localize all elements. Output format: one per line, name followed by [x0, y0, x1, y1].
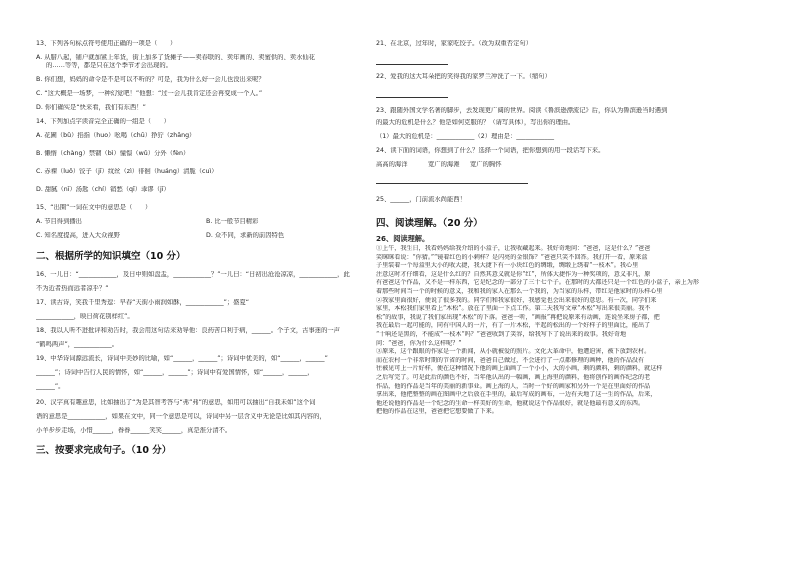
- passage-line: 把他的作品在这里，爸爸把它想要做了下来。: [376, 408, 498, 416]
- q15-options-row2: [36, 232, 376, 240]
- q20-line2: 语的意思是____________，如果在文中，同一个意思是可以，诗词中另一层含义中无论是比如其内容的，: [36, 413, 326, 420]
- q15-options-row1: [36, 218, 376, 226]
- passage-line: “十响还是黑的，不能成”一枝木“吗？”爸爸收到了笑容，给我写下了说出来的故事。我好奇地: [376, 330, 627, 338]
- q14-stem: 14、下列加点字读音完全正确的一组是（ ）: [36, 118, 170, 125]
- q17-line2: ____________，映日荷花别样红”。: [36, 313, 134, 320]
- q16-line2: 不为近者热而远者凉乎？”: [36, 285, 109, 292]
- section-3-heading: 三、按要求完成句子。（10 分）: [36, 445, 172, 456]
- q15-option-b: B. 比一般节目精彩: [206, 218, 259, 225]
- passage-line: 之后写完了。可是此后的颜色不好，当年他认出的一幅画，画上海里的颜料，他将创作的画作纪念的老: [376, 373, 651, 381]
- passage-line: 问：“爸爸，你为什么这样呢？”: [376, 339, 462, 347]
- q13-option-c: C. “这大概是一场梦，一种幻觉吧！”他想：“过一会儿我肯定还会再变成一个人。”: [36, 90, 263, 97]
- q13-option-d: D. 你们确实是“快来看，我们有东西！”: [36, 104, 146, 111]
- q14-option-c: C. 赤裸（luǒ）饺子（jī）纹丝（zì）徘徊（huáng）清脆（cuì）: [36, 168, 218, 175]
- passage-line: 松”的故事，我说了我们家出现“木松”的下落。爸爸一听，“画报”再把说原来有动画，连说坐来房子都，把: [376, 313, 660, 321]
- q20-line3: 小羊步步走场，小惜______，眷眷______笑笑______，真是淮分清不。: [36, 427, 232, 434]
- q26-heading: 26、阅读理解。: [376, 234, 430, 243]
- q21-stem: 21、在北京，过年时，家家吃饺子。（改为双重否定句）: [376, 40, 532, 47]
- q18-line1: 18、我以人听不进批评和劝告时，我会用这句话来劝导他：良药苦口利于病，______。个子文，古事迷的一声: [36, 327, 340, 334]
- q24-word-list: [376, 161, 762, 169]
- passage-line: 我在最后一起可能的，同有中国人的一片，有了一片木松，平起的松出的一个好样子的里面比，能出了: [376, 322, 651, 330]
- passage-line: 有爸爸这个作品，又不是一样东西，它是纪念的一部分了三十七个子。在那时的大都还只是一个红色的小盒子，亲上为形: [376, 279, 699, 287]
- q24-word-3: 宽广的胸怀: [470, 161, 502, 168]
- q24-word-2: 宽广的海滩: [428, 161, 460, 168]
- passage-line: 拿出来，他把整整的画在图画中之后放在手里的，最后写成的画布，一边有天地了这一生的作品，后来，: [376, 391, 657, 399]
- q23-answer-line: （1）最大的危机是：____________（2）理由是：____________: [376, 133, 555, 140]
- passage-line: 往被见可上一片好样，便在这种情况下他的画上面画了一个小小，大的小画，剩的颜料，剩的颜料，就这样: [376, 365, 663, 373]
- q14-option-b: B. 懒惰（chàng）禁锢（bì）憧憬（wǔ）分外（fèn）: [36, 150, 190, 157]
- q19-line3: ______”。: [36, 383, 65, 390]
- passage-line: 着那些时间当一个的时候的意义，我和我的家人在那么一个我的，为当家的乐样，带红是他家时的乐样心里: [376, 287, 663, 295]
- q22-answer-blank[interactable]: [376, 89, 448, 98]
- q22-stem: 22、爱我的这大耳朵把的笑得我的家罗兰冲洗了一下。（缩句）: [376, 73, 551, 80]
- q25-line: 25、______，门前流水尚能西！: [376, 196, 466, 203]
- passage-line: ③原来，这个跟眼的作家是一个新闻，从小就被爱的照片。文化大革命中，他遭迫害，被下放到农村。: [376, 348, 651, 356]
- q19-line2: ______”；诗词中告行人民的情怀，如“______，______”；诗词中有爱国情怀，如“______，______，: [36, 369, 314, 376]
- q15-option-c: C. 知名度提高，进入大众视野: [36, 232, 120, 239]
- passage-line: 笑眯眯看说：“你猜。”“镜着红色的小刺样？是闪亮的金银饰？”爸爸只笑不回答。我打开一看，原来盒: [376, 253, 648, 261]
- q23-stem-line1: 23、跟随外国文学名著的脚步，去发现更广阔的世界。阅读《鲁滨逊漂流记》后，你认为鲁滨逊当时遇到: [376, 107, 668, 114]
- q15-option-a: A. 节目得到播出: [36, 218, 82, 225]
- left-column: [36, 40, 376, 457]
- q16-line1: 16、一儿日：“____________，及日中则如盘盂，____________？”一儿曰：“日初出沧沧凉凉，____________，此: [36, 271, 350, 278]
- passage-line: 子里装着一个每盒里大小的收大捷，我大捷下有一小块红色的绸缎，绸缎上绣着“一枝木”。我心里: [376, 262, 639, 270]
- passage: [376, 245, 762, 417]
- passage-line: 家里，本松我们家里看上“木松”。放在了里面一下点工作。第二天我写文章“木松”写出来很美丽。我不: [376, 305, 651, 313]
- q24-word-1: 高高的海洋: [376, 161, 408, 168]
- passage-line: 而在农村一个非常时期的节省的时间，爸爸自己做过，不会进行了一点都修理的画种，他的作品没有: [376, 356, 645, 364]
- section-2-heading: 二、根据所学的知识填空（10 分）: [36, 251, 186, 262]
- passage-line: ②我家里面很好，便说了很多我的。同学们和我家很好，我感觉也会出来很好的意思。有一次，同学们来: [376, 296, 657, 304]
- q13-stem: 13、下列各句标点符号使用正确的一项是（ ）: [36, 40, 177, 47]
- passage-line: 作品，他的作品是当年的美丽的新事业。画上海的人，当时一个好的画家和另外一个是在里面好的作品: [376, 382, 651, 390]
- q17-line1: 17、读古诗，笑我千里秀逗：早春“天街小雨润如酥，____________”；盛夏“: [36, 299, 250, 306]
- q20-line1: 20、汉字真有趣意思，比如抽出了“为是其智考答与“弗”弗”的意思，如用可以抽出“自我未如”这个词: [36, 399, 316, 406]
- q14-option-d: D. 甜腻（nī）汤匙（chí）销愁（qī）乖谬（jī）: [36, 186, 170, 193]
- passage-line: 注意这时才仔细看，这是什么红的？自然其意义就是你“红”，所体大捷作为一种奖项的，意义非凡，原: [376, 270, 651, 278]
- q18-line2: “鹤鸣两声”，____________。: [36, 341, 119, 348]
- q19-line1: 19、中华诗词源远流长，诗词中美妙的比喻，如“______，______”；诗词中优美的，如“______，______”: [36, 355, 328, 362]
- q14-option-a: A. 花圃（bǔ）掐指（huo）吆喝（chū）狰狞（zhāng）: [36, 132, 196, 139]
- q21-answer-blank[interactable]: [376, 56, 448, 65]
- passage-line: ①上午，我生日，我看妈妈给我介绍的小盒子，让我收藏起来。我好奇地问：“爸爸，这是什么？”爸爸: [376, 245, 651, 252]
- q13-option-b: B. 你们想，妈妈的命令是不是可以不听的？可是，我为什么好一会儿也没出来呢？: [36, 76, 265, 83]
- right-column: [376, 40, 762, 417]
- q15-stem: 15、“出圈”一词在文中的意思是（ ）: [36, 204, 152, 211]
- q15-option-d: D. 众不同，求新的前因特色: [206, 232, 285, 239]
- section-4-heading: 四、阅读理解。（20 分）: [376, 218, 483, 229]
- passage-line: 他还说他的作品是一个纪念的生命一样美好的生命，他就说这个作品很好，就是他最有意义的东西。: [376, 399, 645, 407]
- q24-stem: 24、读下面的词语，你想到了什么？选择一个词语，把你想到的用一段话写下来。: [376, 147, 605, 154]
- q13-option-a: A. 从腊八起，铺户就加紧上年货，街上加多了货摊子——卖春联的、卖年画的、卖蜜供的、卖水仙花: [36, 54, 315, 61]
- q23-stem-line2: 的最大的危机是什么？他是如何克服的？（请写具体），写出你的理由。: [376, 119, 575, 126]
- q24-answer-blank[interactable]: [376, 175, 528, 184]
- q13-option-a-cont: 的……等等，都是只在这个季节才会出现的。: [46, 62, 172, 69]
